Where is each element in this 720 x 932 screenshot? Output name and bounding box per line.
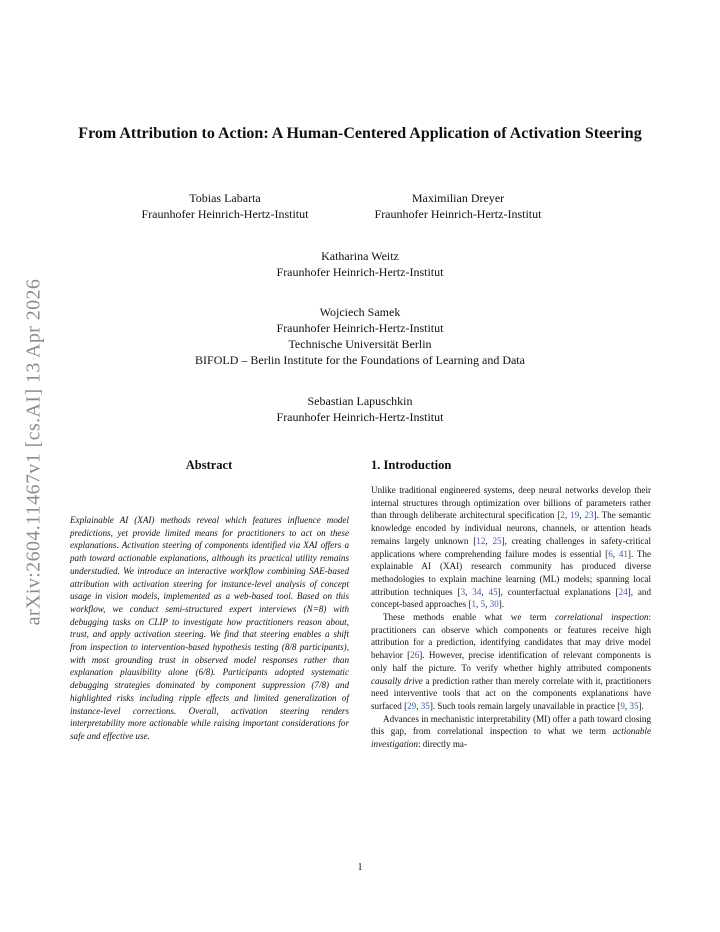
author-affiliation: Fraunhofer Heinrich-Hertz-Institut	[276, 321, 444, 335]
body-text: Unlike traditional engineered systems, deep neural networks develop their internal structures through optimization over billions of parameters rather than through deliberate architectural specification [	[371, 485, 651, 521]
body-text: : practitioners can observe which components or features receive high attribution for a prediction, identifying candidates that may drive model behavior [	[371, 612, 651, 661]
body-text: a prediction rather than merely correlate with it, practitioners need interventive tools that act on the components explanations have surfaced [	[371, 675, 652, 711]
author-name: Sebastian Lapuschkin	[307, 394, 413, 408]
author-samek	[0, 304, 720, 368]
abstract-text: Explainable AI (XAI) methods reveal which features influence model predictions, yet provide limited means for practitioners to act on these explanations. Activation steering of components identified via XAI offers a path toward actionable explanations, although its practical utility remains understudied. We introduce an interactive workflow combining SAE-based attribution with activation steering for instance-level analysis of concept usage in vision models, implemented as a web-based tool. Based on this workflow, we conduct semi-structured expert interviews (N=8) with debugging tasks on CLIP to investigate how practitioners reason about, trust, and apply activation steering. We find that steering enables a shift from inspection to intervention-based hypothesis testing (8/8 participants), with most grounding trust in observed model responses rather than explanation plausibility alone (6/8). Participants adopted systematic debugging strategies dominated by component suppression (7/8) and highlighted risks including ripple effects and limited generalization of instance-level corrections. Overall, activation steering renders interpretability more actionable while raising important considerations for safe and effective use.	[70, 515, 349, 741]
author-affiliation: Fraunhofer Heinrich-Hertz-Institut	[276, 410, 444, 424]
body-text: ], and concept-based approaches [	[371, 586, 651, 610]
author-dreyer	[358, 190, 558, 222]
body-text: ,	[564, 510, 571, 521]
body-text: : directly ma-	[417, 739, 467, 750]
page-number: 1	[357, 862, 363, 873]
body-text: Advances in mechanistic interpretability (MI) offer a path toward closing this gap, from correlational inspection to what we term	[371, 713, 651, 737]
italic-term: actionable investigation	[371, 726, 651, 750]
author-weitz	[0, 248, 720, 280]
citation-link[interactable]: 35	[420, 700, 430, 711]
body-text: ,	[416, 700, 421, 711]
author-name: Wojciech Samek	[319, 305, 401, 319]
introduction-body	[371, 484, 651, 751]
introduction-paragraph	[371, 611, 651, 713]
body-text: ]. The semantic knowledge encoded by individual neurons, channels, or attention heads remains largely unknown [	[371, 510, 652, 546]
body-text: ,	[624, 700, 630, 711]
author-affiliation: Fraunhofer Heinrich-Hertz-Institut	[141, 207, 309, 221]
citation-link[interactable]: 3	[460, 586, 466, 597]
introduction-paragraph	[371, 713, 651, 751]
citation-link[interactable]: 29	[407, 700, 417, 711]
body-text: ,	[579, 510, 585, 521]
citation-link[interactable]: 23	[584, 510, 594, 521]
citation-link[interactable]: 6	[608, 548, 613, 559]
author-lapuschkin	[0, 393, 720, 425]
arxiv-identifier-text: arXiv:2604.11467v1 [cs.AI] 13 Apr 2026	[22, 278, 45, 626]
citation-link[interactable]: 24	[618, 586, 628, 597]
citation-link[interactable]: 30	[489, 599, 499, 610]
author-affiliation: Fraunhofer Heinrich-Hertz-Institut	[276, 265, 444, 279]
introduction-paragraph	[371, 484, 651, 611]
body-text: ,	[465, 586, 473, 597]
author-affiliation: Technische Universität Berlin	[288, 337, 432, 351]
body-text: ,	[612, 548, 619, 559]
body-text: ]. Such tools remain largely unavailable in practice [	[429, 700, 621, 711]
abstract-heading: Abstract	[185, 458, 233, 472]
author-labarta	[125, 190, 325, 222]
body-text: ].	[638, 700, 644, 711]
author-name: Katharina Weitz	[321, 249, 399, 263]
body-text: ]. However, precise identification of relevant components is only half the picture. To verify whether highly attributed components	[371, 650, 651, 673]
citation-link[interactable]: 19	[570, 510, 580, 521]
body-text: ].	[498, 599, 505, 610]
author-name: Tobias Labarta	[189, 191, 261, 205]
author-affiliation: BIFOLD – Berlin Institute for the Foundations of Learning and Data	[195, 353, 525, 367]
italic-term: causally drive	[371, 675, 423, 686]
citation-link[interactable]: 45	[488, 586, 498, 597]
body-text: ], creating challenges in safety-critical applications where comprehending failure modes is essential [	[371, 535, 651, 559]
citation-link[interactable]: 25	[492, 535, 502, 546]
introduction-heading: 1. Introduction	[371, 458, 452, 472]
body-text: ,	[481, 586, 489, 597]
author-affiliation: Fraunhofer Heinrich-Hertz-Institut	[374, 207, 542, 221]
citation-link[interactable]: 5	[480, 599, 486, 610]
citation-link[interactable]: 35	[629, 700, 639, 711]
citation-link[interactable]: 1	[471, 599, 477, 610]
citation-link[interactable]: 26	[410, 650, 420, 661]
body-text: ,	[476, 599, 481, 610]
body-text: ,	[485, 535, 493, 546]
body-text: ,	[485, 599, 490, 610]
author-name: Maximilian Dreyer	[411, 191, 505, 205]
citation-link[interactable]: 2	[560, 510, 565, 521]
citation-link[interactable]: 9	[620, 700, 625, 711]
body-text: ], counterfactual explanations [	[497, 586, 619, 597]
citation-link[interactable]: 34	[472, 586, 482, 597]
italic-term: correlational inspection	[554, 612, 649, 623]
citation-link[interactable]: 12	[476, 535, 486, 546]
paper-title: From Attribution to Action: A Human-Centered Application of Activation Steering	[78, 125, 642, 142]
body-text: ]. The explainable AI (XAI) research community has produced diverse methodologies to explain machine learning (ML) models; spanning local attribution techniques [	[371, 548, 651, 597]
body-text: These methods enable what we term	[383, 612, 555, 623]
citation-link[interactable]: 41	[618, 548, 628, 559]
